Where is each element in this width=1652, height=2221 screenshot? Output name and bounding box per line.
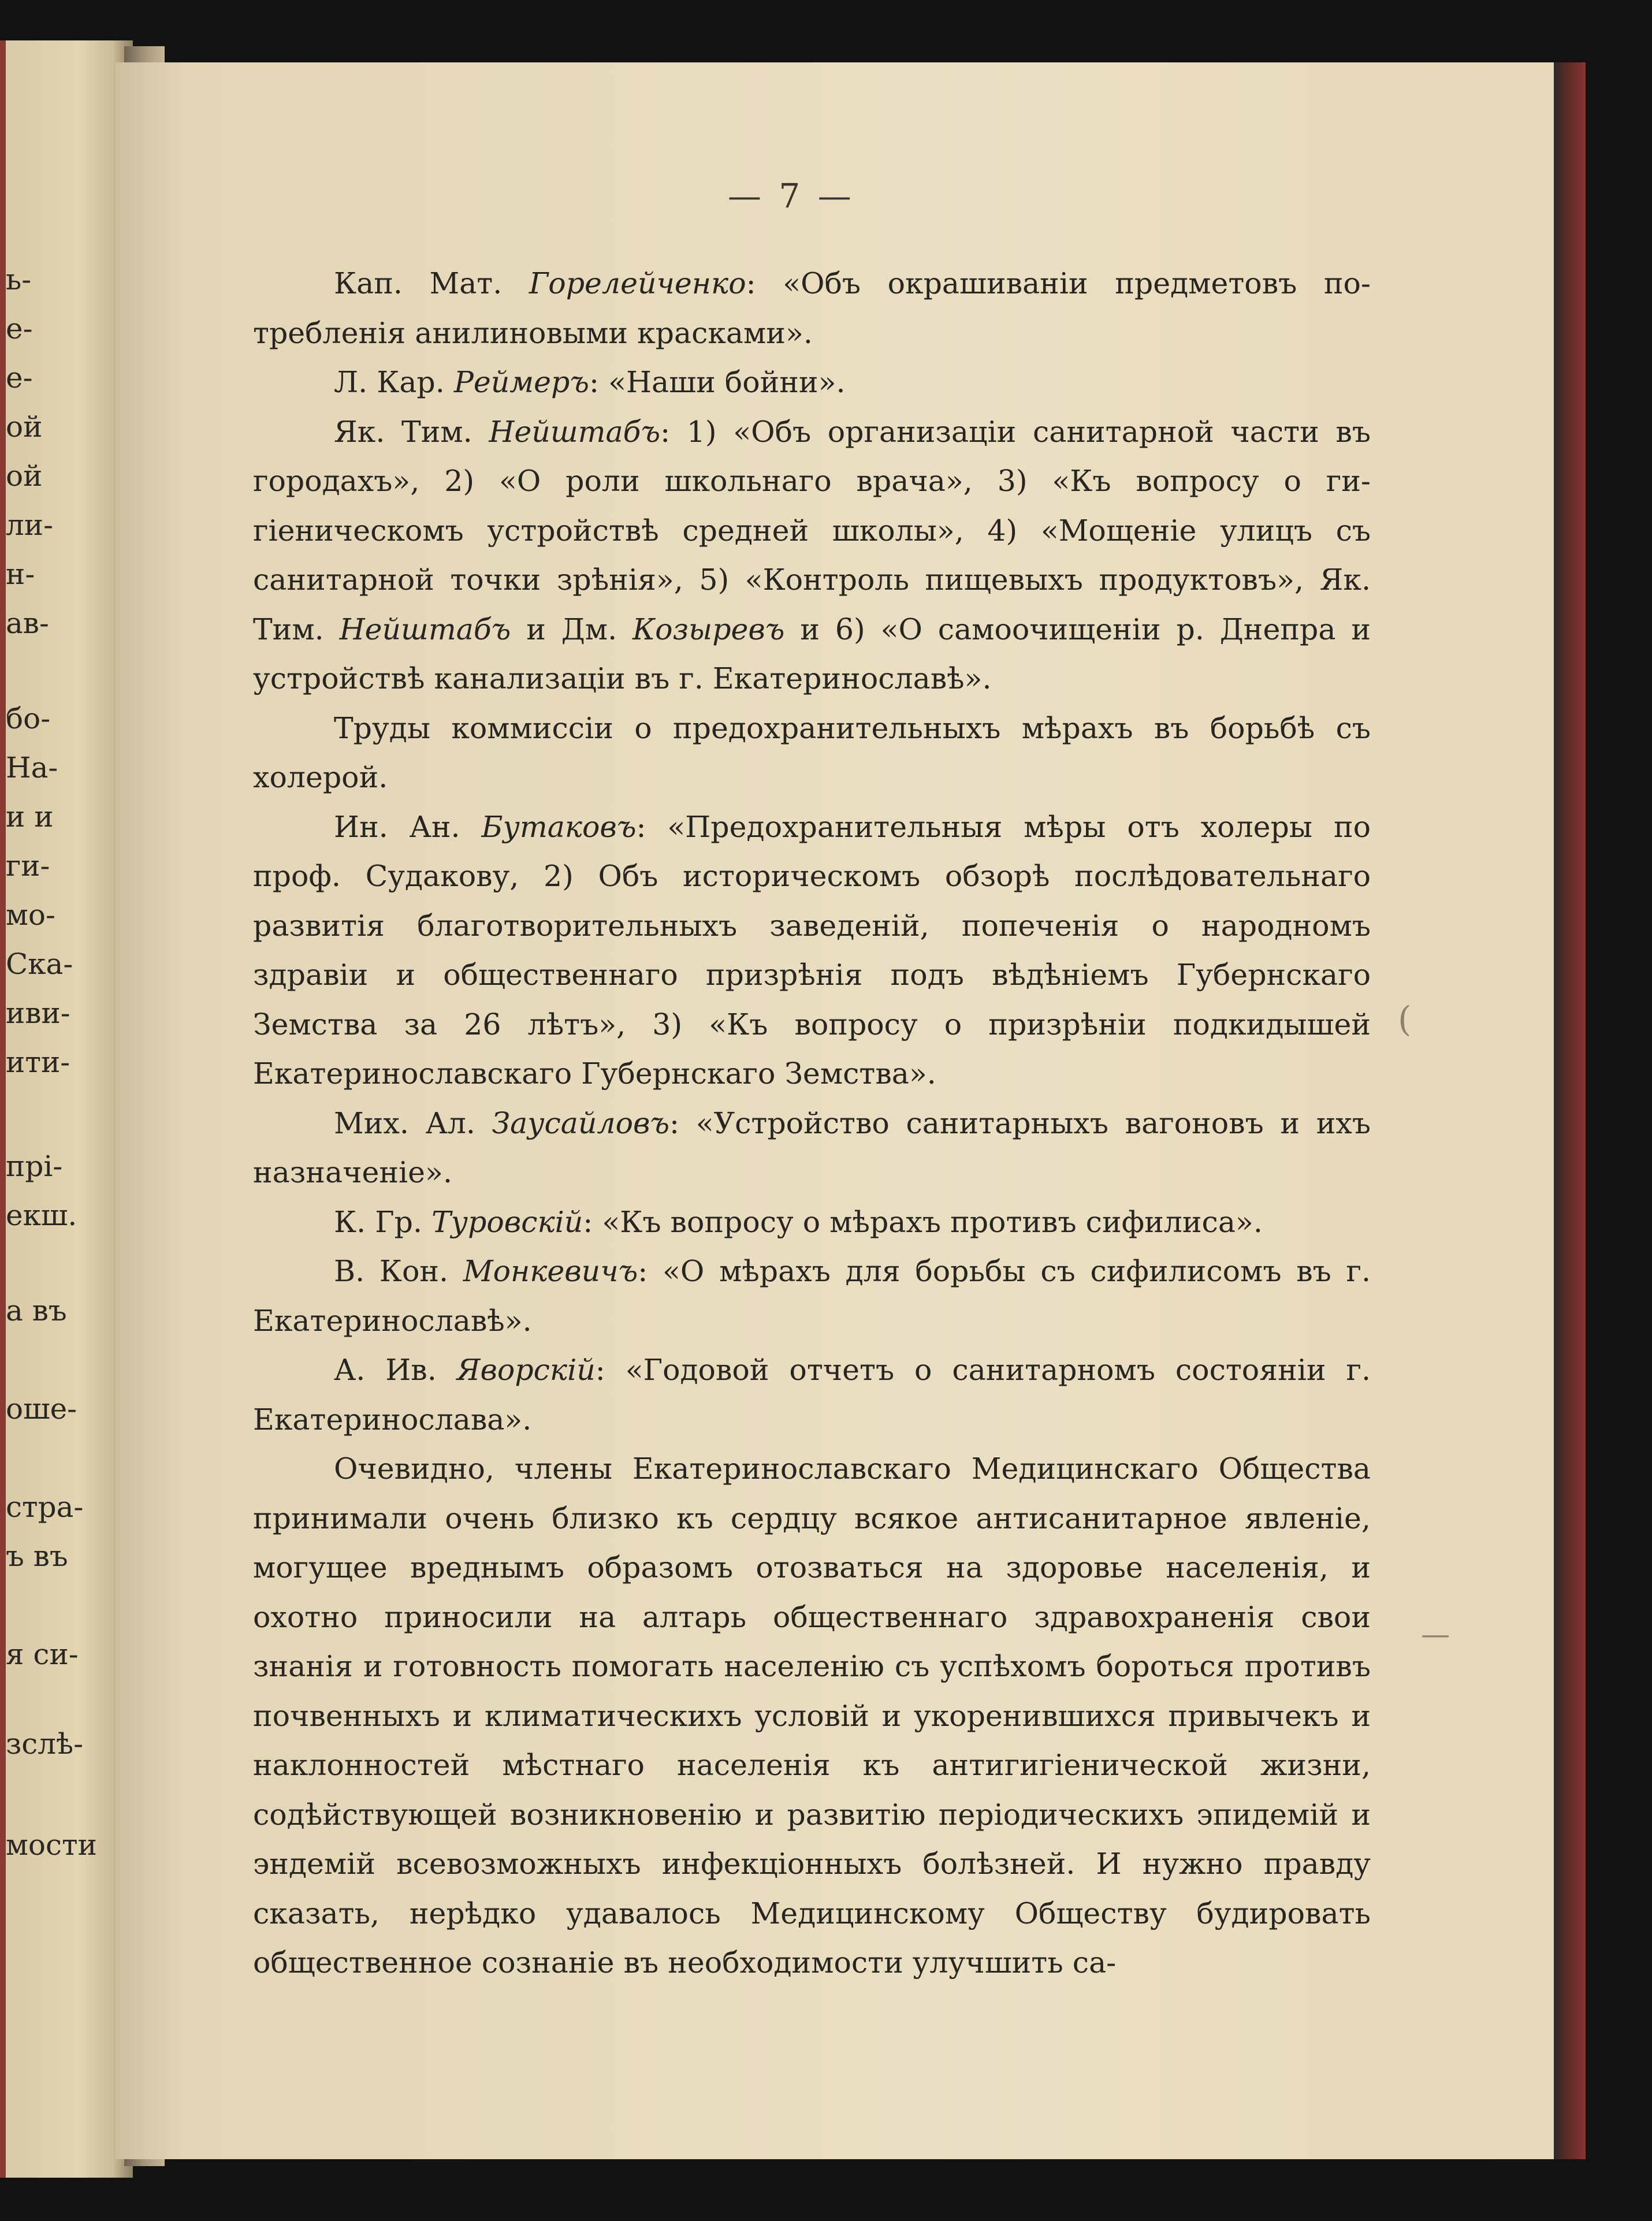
previous-page-fragment: ли-	[6, 508, 53, 542]
author-initials: Кап. Мат.	[334, 266, 529, 300]
previous-page-fragment: я си-	[6, 1638, 79, 1671]
bibliography-entry	[253, 358, 1371, 407]
previous-page-fragment: ой	[6, 459, 43, 493]
previous-page-fragment: е-	[6, 312, 33, 345]
page-number: — 7 —	[728, 176, 855, 215]
previous-page-fragment: екш.	[6, 1199, 77, 1232]
entry-text: : 1) «Объ организаціи санитарной части въ городахъ», 2) «О роли школьнаго врача», 3) «Къ вопросу о гигіеническомъ устройствѣ средней школы», 4) «Мощеніе улицъ съ санитарной точки зрѣнія», 5) «Контроль пищевыхъ продуктовъ», Як. Тим.	[253, 414, 1371, 646]
entry-text: и Дм.	[511, 612, 633, 646]
bibliography-entry	[253, 704, 1371, 802]
previous-page-fragment: мо-	[6, 898, 55, 932]
previous-page-fragment: ав-	[6, 607, 49, 640]
author-name: Туровскій	[431, 1204, 583, 1239]
book-cover-right-edge	[1554, 62, 1586, 2159]
previous-page-fragment: ги-	[6, 849, 50, 883]
entry-text: и 6) «О самоочищеніи р. Днепра и устройствѣ канализаціи въ г. Екатеринославѣ».	[253, 612, 1371, 695]
previous-page-fragment: ъ въ	[6, 1539, 68, 1573]
margin-mark: (	[1398, 999, 1412, 1040]
bibliography-entry	[253, 1247, 1371, 1345]
entry-text: : «Наши бойни».	[589, 365, 846, 399]
previous-page-fragment: е-	[6, 361, 33, 395]
author-initials: В. Кон.	[334, 1254, 463, 1288]
author-initials: Л. Кар.	[334, 365, 454, 399]
previous-page-fragment: н-	[6, 557, 35, 591]
previous-page-fragment: ой	[6, 410, 43, 444]
previous-page-fragment: На-	[6, 751, 58, 784]
author-initials: Як. Тим.	[334, 414, 489, 449]
previous-page-fragment: и и	[6, 800, 54, 834]
author-name: Козыревъ	[632, 612, 785, 646]
previous-page-fragment: бо-	[6, 702, 51, 735]
previous-page-fragment: Ска-	[6, 947, 73, 981]
page-text	[253, 259, 1371, 1988]
author-initials: Ин. Ан.	[334, 809, 482, 844]
book-cover-edge	[0, 40, 6, 2178]
previous-page-fragment: оше-	[6, 1392, 77, 1426]
previous-page-fragment: прі-	[6, 1149, 63, 1183]
entry-text: : «Предохранительныя мѣры отъ холеры по проф. Судакову, 2) Объ историческомъ обзорѣ послѣдовательнаго развитія благотворительныхъ заведеній, попеченія о народномъ здравіи и общественнаго призрѣнія подъ вѣдѣніемъ Губернскаго Земства за 26 лѣтъ», 3) «Къ вопросу о призрѣніи подкидышей Екатеринославскаго Губернскаго Земства».	[253, 809, 1371, 1091]
entry-text: : «Объ окрашиваніи предметовъ потребленія анилиновыми красками».	[253, 266, 1371, 350]
author-name: Реймеръ	[453, 365, 590, 399]
entry-text: : «О мѣрахъ для борьбы съ сифилисомъ въ г. Екатеринославѣ».	[253, 1254, 1371, 1338]
author-initials: А. Ив.	[334, 1353, 457, 1387]
previous-page-fragment: мости	[6, 1828, 97, 1862]
previous-page-fragment: а въ	[6, 1294, 67, 1327]
margin-mark: —	[1421, 1617, 1450, 1651]
author-name: Яворскій	[456, 1353, 596, 1387]
previous-page-fragment: иви-	[6, 996, 70, 1030]
bibliography-entry	[253, 1345, 1371, 1444]
author-name: Горелейченко	[529, 266, 746, 300]
author-name: Нейштабъ	[339, 612, 511, 646]
bibliography-entry	[253, 407, 1371, 704]
entry-text: : «Къ вопросу о мѣрахъ противъ сифилиса».	[583, 1204, 1263, 1239]
previous-page-fragment: ь-	[6, 263, 32, 296]
previous-page-fragment: стра-	[6, 1490, 84, 1524]
entry-text: : «Устройство санитарныхъ вагоновъ и ихъ назначеніе».	[253, 1106, 1371, 1189]
bibliography-entry	[253, 802, 1371, 1099]
author-name: Бутаковъ	[481, 809, 637, 844]
bibliography-entry	[253, 1099, 1371, 1197]
bibliography-entry	[253, 1197, 1371, 1247]
previous-page-edge	[0, 40, 133, 2178]
previous-page-fragment: зслѣ-	[6, 1727, 84, 1761]
author-initials: К. Гр.	[334, 1204, 432, 1239]
author-name: Нейштабъ	[489, 414, 661, 449]
entry-text: : «Годовой отчетъ о санитарномъ состояніи г. Екатеринослава».	[253, 1353, 1371, 1437]
author-initials: Мих. Ал.	[334, 1106, 492, 1140]
previous-page-fragment: ити-	[6, 1046, 70, 1079]
author-name: Заусайловъ	[492, 1106, 670, 1140]
bibliography-entry	[253, 259, 1371, 358]
closing-paragraph: Очевидно, члены Екатеринославскаго Медицинскаго Общества принимали очень близко къ сердцу всякое антисанитарное явленіе, могущее вреднымъ образомъ отозваться на здоровье населенія, и охотно приносили на алтарь общественнаго здравохраненія свои знанія и готовность помогать населенію съ успѣхомъ бороться противъ почвенныхъ и климатическихъ условій и укоренившихся привычекъ и наклонностей мѣстнаго населенія къ антигигіенической жизни, содѣйствующей возникновенію и развитію періодическихъ эпидемій и эндемій всевозможныхъ инфекціонныхъ болѣзней. И нужно правду сказать, нерѣдко удавалось Медицинскому Обществу будировать общественное сознаніе въ необходимости улучшить са-	[253, 1452, 1371, 1980]
entry-text: Труды коммиссіи о предохранительныхъ мѣрахъ въ борьбѣ съ холерой.	[253, 710, 1371, 794]
author-name: Монкевичъ	[463, 1254, 638, 1288]
